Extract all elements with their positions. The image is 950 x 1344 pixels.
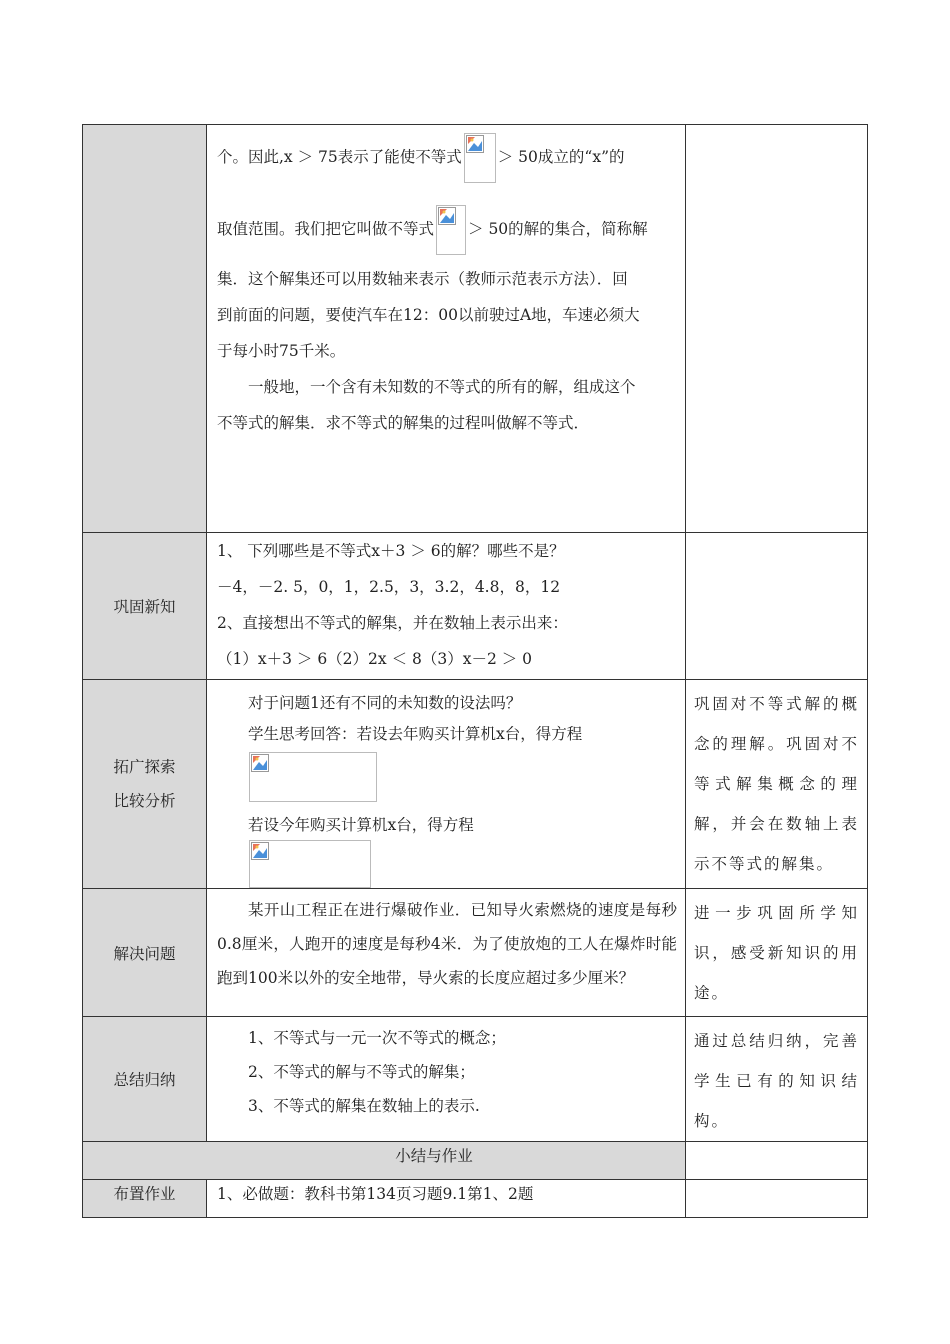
teaching-note: 通过总结归纳，完善学生已有的知识结构。: [694, 1032, 859, 1130]
table-row: [83, 125, 868, 533]
row-label-line: 拓广探索: [113, 758, 176, 776]
teaching-note: 巩固对不等式解的概念的理解。巩固对不等式解集概念的理解，并会在数轴上表示不等式的解集。: [694, 695, 859, 873]
lesson-plan-table: [82, 124, 868, 1218]
text-line: 个。因此,x ＞ 75表示了能使不等式: [217, 148, 462, 166]
table-row: [83, 680, 868, 889]
text-line: 于每小时75千米。: [217, 342, 346, 360]
content-cell: [207, 1017, 686, 1142]
text-line: 若设今年购买计算机x台，得方程: [248, 816, 474, 834]
text-line: 学生思考回答：若设去年购买计算机x台，得方程: [248, 725, 583, 743]
broken-image-icon: [249, 840, 371, 888]
text-line: 1、不等式与一元一次不等式的概念；: [248, 1029, 506, 1047]
content-cell: [207, 1180, 686, 1218]
row-label: 总结归纳: [83, 1017, 207, 1142]
note-cell: [686, 680, 868, 889]
text-line: 2、直接想出不等式的解集，并在数轴上表示出来：: [217, 614, 568, 632]
text-line: （1）x＋3 ＞ 6（2）2x ＜ 8（3）x－2 ＞ 0: [217, 650, 533, 668]
table-row: [83, 1180, 868, 1218]
note-cell: [686, 533, 868, 680]
text-line: 2、不等式的解与不等式的解集；: [248, 1063, 475, 1081]
content-cell: [207, 125, 686, 533]
table-row: [83, 1142, 868, 1180]
broken-image-icon: [464, 133, 496, 183]
broken-image-icon: [436, 205, 466, 255]
text-line: 一般地，一个含有未知数的不等式的所有的解，组成这个: [248, 378, 636, 396]
text-line: 到前面的问题，要使汽车在12：00以前驶过A地，车速必须大: [217, 306, 640, 324]
table-row: [83, 1017, 868, 1142]
table-row: [83, 533, 868, 680]
text-paragraph: 某开山工程正在进行爆破作业．已知导火索燃烧的速度是每秒0.8厘米，人跑开的速度是每秒4米．为了使放炮的工人在爆炸时能跑到100米以外的安全地带，导火索的长度应超过多少厘米？: [217, 901, 677, 987]
text-line: 3、不等式的解集在数轴上的表示.: [248, 1097, 480, 1115]
content-cell: [207, 889, 686, 1017]
section-header: 小结与作业: [83, 1142, 686, 1180]
note-cell: [686, 125, 868, 533]
broken-image-icon: [249, 752, 377, 802]
text-line: 1、必做题：教科书第134页习题9.1第1、2题: [217, 1185, 534, 1203]
note-cell: [686, 1142, 868, 1180]
note-cell: [686, 1180, 868, 1218]
text-line: 不等式的解集．求不等式的解集的过程叫做解不等式．: [217, 414, 590, 432]
note-cell: [686, 889, 868, 1017]
row-label: 巩固新知: [83, 533, 207, 680]
row-label: 布置作业: [83, 1180, 207, 1218]
text-line: 1、 下列哪些是不等式x＋3 ＞ 6的解？哪些不是？: [217, 542, 565, 560]
text-line: 取值范围。我们把它叫做不等式: [217, 220, 435, 238]
text-line: ＞ 50成立的“x”的: [497, 148, 625, 166]
row-label: [83, 680, 207, 889]
text-line: 集．这个解集还可以用数轴来表示（教师示范表示方法）．回: [217, 270, 628, 288]
note-cell: [686, 1017, 868, 1142]
row-label-line: 比较分析: [113, 792, 176, 810]
text-line: ＞ 50的解的集合，简称解: [468, 220, 648, 238]
teaching-note: 进一步巩固所学知识，感受新知识的用途。: [694, 904, 859, 1002]
content-cell: [207, 533, 686, 680]
table-row: [83, 889, 868, 1017]
content-cell: [207, 680, 686, 889]
text-line: 对于问题1还有不同的未知数的设法吗？: [248, 694, 522, 712]
row-label-empty: [83, 125, 207, 533]
text-line: －4，－2. 5，0，1，2.5，3，3.2，4.8，8，12: [217, 578, 561, 596]
row-label: 解决问题: [83, 889, 207, 1017]
